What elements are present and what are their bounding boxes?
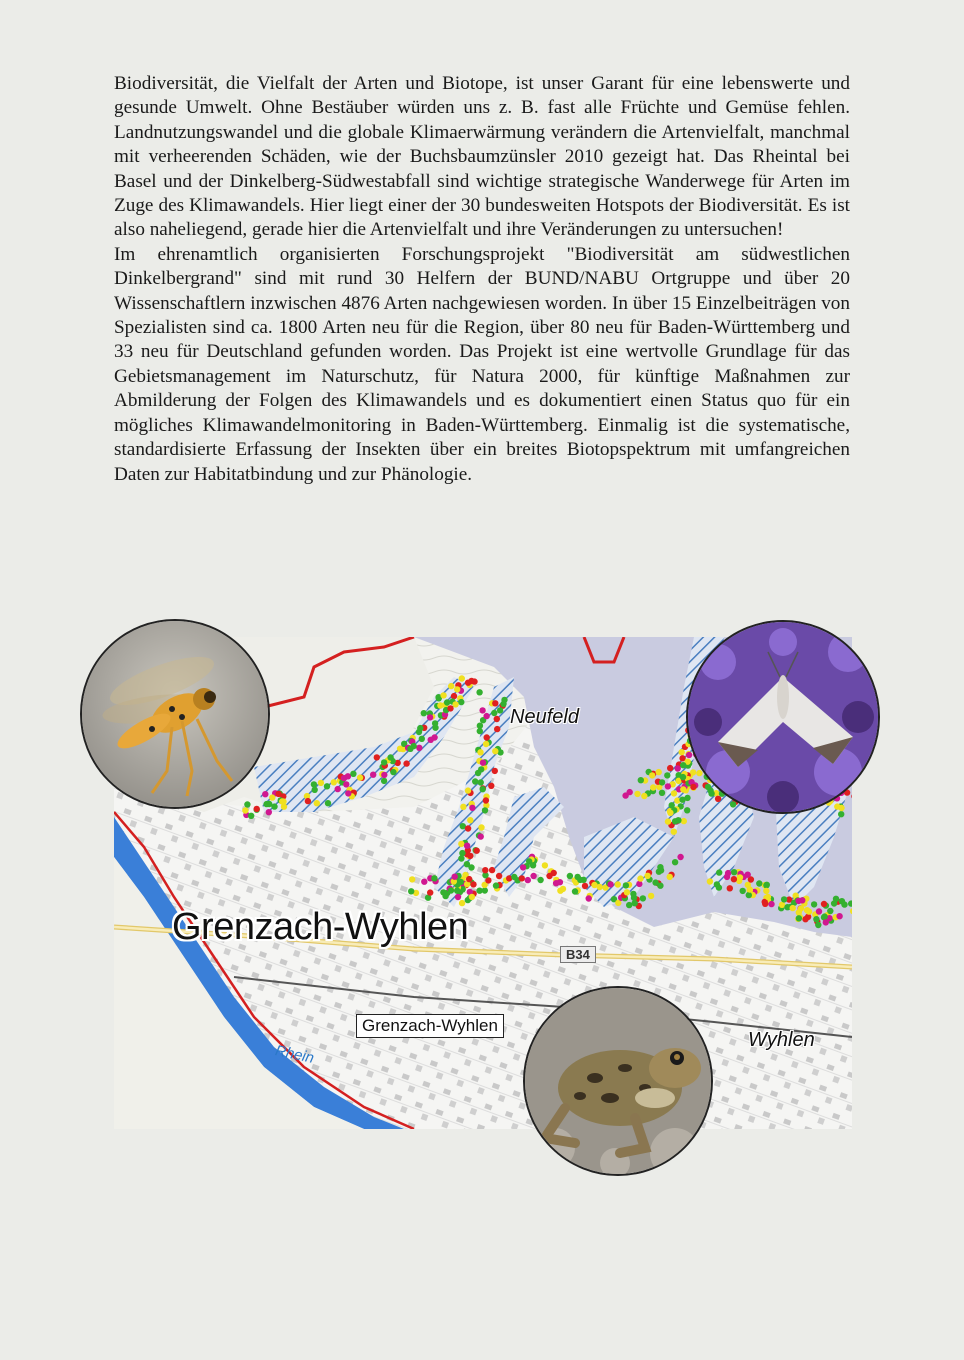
observation-dot (572, 888, 578, 894)
observation-dot (483, 741, 489, 747)
observation-dot (586, 895, 592, 901)
observation-dot (350, 771, 356, 777)
observation-dot (560, 886, 566, 892)
observation-dot (470, 881, 476, 887)
observation-dot (387, 754, 393, 760)
observation-dot (335, 786, 341, 792)
observation-dot (311, 781, 317, 787)
observation-dot (795, 898, 801, 904)
observation-dot (798, 905, 804, 911)
observation-dot (454, 686, 460, 692)
observation-dot (428, 737, 434, 743)
observation-dot (686, 752, 692, 758)
road-label: B34 (560, 946, 596, 963)
observation-dot (649, 772, 655, 778)
body-text (114, 72, 850, 487)
observation-dot (631, 895, 637, 901)
observation-dot (476, 689, 482, 695)
observation-dot (656, 769, 662, 775)
observation-dot (458, 841, 464, 847)
observation-dot (469, 805, 475, 811)
observation-dot (437, 702, 443, 708)
observation-dot (690, 769, 696, 775)
observation-dot (781, 896, 787, 902)
observation-dot (725, 870, 731, 876)
observation-dot (408, 888, 414, 894)
observation-dot (557, 879, 563, 885)
observation-dot (440, 889, 446, 895)
observation-dot (432, 720, 438, 726)
observation-dot (427, 714, 433, 720)
observation-dot (542, 862, 548, 868)
observation-dot (546, 873, 552, 879)
district-label-wyhlen: Wyhlen (748, 1029, 815, 1051)
observation-dot (324, 783, 330, 789)
observation-dot (823, 919, 829, 925)
observation-dot (451, 693, 457, 699)
observation-dot (409, 876, 415, 882)
observation-dot (582, 883, 588, 889)
observation-dot (796, 915, 802, 921)
observation-dot (455, 894, 461, 900)
observation-dot (638, 777, 644, 783)
observation-dot (421, 879, 427, 885)
observation-dot (447, 705, 453, 711)
observation-dot (477, 749, 483, 755)
observation-dot (806, 908, 812, 914)
observation-dot (325, 800, 331, 806)
observation-dot (491, 710, 497, 716)
observation-dot (266, 809, 272, 815)
observation-dot (831, 900, 837, 906)
observation-dot (636, 881, 642, 887)
observation-dot (664, 772, 670, 778)
observation-dot (484, 734, 490, 740)
observation-dot (478, 766, 484, 772)
observation-dot (665, 818, 671, 824)
observation-dot (577, 877, 583, 883)
observation-dot (497, 707, 503, 713)
observation-dot (815, 922, 821, 928)
observation-dot (768, 901, 774, 907)
observation-dot (266, 801, 272, 807)
observation-dot (318, 780, 324, 786)
observation-dot (390, 769, 396, 775)
observation-dot (667, 810, 673, 816)
observation-dot (244, 801, 250, 807)
observation-dot (632, 900, 638, 906)
observation-dot (494, 716, 500, 722)
observation-dot (465, 680, 471, 686)
observation-dot (730, 801, 736, 807)
observation-dot (634, 791, 640, 797)
observation-dot (708, 790, 714, 796)
town-label: Grenzach-Wyhlen (172, 906, 469, 948)
observation-dot (637, 875, 643, 881)
observation-dot (659, 779, 665, 785)
observation-dot (765, 894, 771, 900)
observation-dot (648, 893, 654, 899)
observation-dot (431, 875, 437, 881)
observation-dot (821, 901, 827, 907)
observation-dot (836, 913, 842, 919)
observation-dot (679, 797, 685, 803)
observation-dot (690, 784, 696, 790)
observation-dot (427, 889, 433, 895)
observation-dot (478, 824, 484, 830)
observation-dot (482, 867, 488, 873)
observation-dot (731, 876, 737, 882)
observation-dot (740, 888, 746, 894)
observation-dot (305, 798, 311, 804)
observation-dot (341, 775, 347, 781)
observation-dot (480, 786, 486, 792)
observation-dot (839, 898, 845, 904)
observation-dot (641, 793, 647, 799)
observation-dot (479, 707, 485, 713)
observation-dot (530, 873, 536, 879)
observation-dot (492, 700, 498, 706)
observation-dot (448, 683, 454, 689)
observation-dot (465, 787, 471, 793)
observation-dot (262, 791, 268, 797)
paragraph-1: Biodiversität, die Vielfalt der Arten und Biotope, ist unser Garant für eine lebenswerte und gesunde Umwelt. Ohne Bestäuber würden uns z. B. fast alle Früchte und Gemüse fehlen. Landnutzungswandel und die globale Klimaerwärmung verändern die Artenvielfalt, manchmal mit verheerenden Schäden, wie der Buchsbaumzünsler 2010 gezeigt hat. Das Rheintal bei Basel und der Dinkelberg-Südwestabfall sind wichtige strategische Wanderwege für Arten im Zuge des Klimawandels. Hier liegt einer der 30 bundesweiten Hotspots der Biodiversität. Es ist also naheliegend, gerade hier die Artenvielfalt und ihre Veränderungen zu untersuchen! (114, 73, 850, 241)
observation-dot (492, 748, 498, 754)
observation-dot (478, 833, 484, 839)
observation-dot (567, 873, 573, 879)
observation-dot (680, 774, 686, 780)
observation-dot (707, 878, 713, 884)
observation-dot (813, 916, 819, 922)
observation-dot (511, 874, 517, 880)
observation-dot (343, 781, 349, 787)
station-label: Grenzach-Wyhlen (356, 1014, 504, 1038)
observation-dot (727, 885, 733, 891)
observation-dot (440, 692, 446, 698)
observation-dot (279, 798, 285, 804)
observation-dot (494, 726, 500, 732)
observation-dot (537, 877, 543, 883)
paragraph-2: Im ehrenamtlich organisierten Forschungsprojekt "Biodiversität am südwestlichen Dinkelbergrand" sind mit rund 30 Helfern der BUND/NABU Ortgruppe und über 20 Wissenschaftlern inzwischen 4876 Arten nachgewiesen worden. In über 15 Einzelbeiträgen von Spezialisten sind ca. 1800 Arten neu für die Region, über 80 neu für Baden-Württemberg und 33 neu für Deutschland gefunden worden. Das Projekt ist eine wertvolle Grundlage für das Gebietsmanagement im Naturschutz, für Natura 2000, für künftige Maßnahmen zur Abmilderung der Folgen des Klimawandels und es dokumentiert einen Status quo für ein mögliches Klimawandelmonitoring in Baden-Württemberg. Einmalig ist die systematische, standardisierte Erfassung der Insekten über ein breites Biotopspektrum mit umfangreichen Daten zur Habitatbindung und zur Phänologie. (114, 243, 850, 485)
observation-dot (345, 790, 351, 796)
observation-dot (671, 790, 677, 796)
observation-dot (483, 713, 489, 719)
observation-dot (681, 818, 687, 824)
observation-dot (519, 875, 525, 881)
observation-dot (591, 882, 597, 888)
observation-dot (416, 745, 422, 751)
observation-dot (675, 765, 681, 771)
observation-dot (652, 879, 658, 885)
observation-dot (448, 887, 454, 893)
observation-dot (714, 881, 720, 887)
observation-dot (715, 796, 721, 802)
observation-dot (466, 876, 472, 882)
observation-dot (802, 916, 808, 922)
observation-dot (716, 869, 722, 875)
observation-dot (623, 882, 629, 888)
observation-dot (756, 880, 762, 886)
observation-dot (500, 701, 506, 707)
frog-photo (523, 986, 713, 1176)
observation-dot (644, 873, 650, 879)
observation-dot (677, 854, 683, 860)
observation-dot (464, 843, 470, 849)
observation-dot (525, 877, 531, 883)
observation-dot (403, 760, 409, 766)
observation-dot (248, 813, 254, 819)
observation-dot (489, 867, 495, 873)
observation-dot (459, 850, 465, 856)
moth-photo (686, 620, 880, 814)
observation-dot (458, 699, 464, 705)
observation-dot (465, 825, 471, 831)
fly-photo (80, 619, 270, 809)
district-label-neufeld: Neufeld (510, 706, 579, 728)
observation-dot (254, 806, 260, 812)
observation-dot (381, 759, 387, 765)
observation-dot (460, 804, 466, 810)
observation-dot (667, 765, 673, 771)
observation-dot (838, 805, 844, 811)
observation-dot (671, 829, 677, 835)
observation-dot (357, 774, 363, 780)
observation-dot (452, 701, 458, 707)
observation-dot (444, 699, 450, 705)
observation-dot (314, 800, 320, 806)
observation-dot (488, 783, 494, 789)
observation-dot (478, 779, 484, 785)
observation-dot (811, 901, 817, 907)
observation-dot (474, 848, 480, 854)
observation-dot (684, 807, 690, 813)
observation-dot (607, 881, 613, 887)
observation-dot (627, 789, 633, 795)
observation-dot (407, 746, 413, 752)
observation-dot (838, 811, 844, 817)
observation-dot (626, 902, 632, 908)
observation-dot (790, 905, 796, 911)
observation-dot (493, 882, 499, 888)
observation-dot (520, 864, 526, 870)
observation-dot (381, 778, 387, 784)
observation-dot (374, 754, 380, 760)
observation-dot (492, 768, 498, 774)
observation-dot (680, 786, 686, 792)
observation-dot (827, 908, 833, 914)
observation-dot (624, 889, 630, 895)
observation-dot (746, 892, 752, 898)
observation-dot (675, 817, 681, 823)
observation-dot (731, 869, 737, 875)
observation-dot (650, 784, 656, 790)
observation-dot (459, 675, 465, 681)
observation-dot (469, 894, 475, 900)
observation-dot (467, 853, 473, 859)
observation-dot (370, 772, 376, 778)
observation-dot (679, 749, 685, 755)
observation-dot (458, 855, 464, 861)
observation-dot (419, 736, 425, 742)
observation-dot (480, 760, 486, 766)
observation-dot (762, 901, 768, 907)
observation-dot (526, 858, 532, 864)
observation-dot (417, 725, 423, 731)
observation-dot (657, 864, 663, 870)
observation-dot (381, 772, 387, 778)
observation-dot (476, 888, 482, 894)
observation-dot (275, 791, 281, 797)
observation-dot (467, 817, 473, 823)
observation-dot (640, 895, 646, 901)
observation-dot (482, 807, 488, 813)
observation-dot (454, 888, 460, 894)
observation-dot (672, 859, 678, 865)
observation-dot (747, 886, 753, 892)
observation-dot (421, 710, 427, 716)
observation-dot (468, 864, 474, 870)
observation-dot (615, 881, 621, 887)
observation-dot (659, 790, 665, 796)
observation-dot (665, 783, 671, 789)
observation-dot (496, 873, 502, 879)
observation-dot (764, 882, 770, 888)
observation-dot (477, 728, 483, 734)
observation-dot (269, 794, 275, 800)
observation-dot (816, 908, 822, 914)
observation-dot (763, 888, 769, 894)
observation-dot (452, 874, 458, 880)
observation-dot (242, 807, 248, 813)
observation-dot (331, 779, 337, 785)
observation-dot (312, 787, 318, 793)
observation-dot (472, 778, 478, 784)
river-label: Rhein (273, 1042, 316, 1067)
observation-dot (737, 874, 743, 880)
observation-dot (680, 762, 686, 768)
observation-dot (667, 874, 673, 880)
observation-dot (483, 797, 489, 803)
